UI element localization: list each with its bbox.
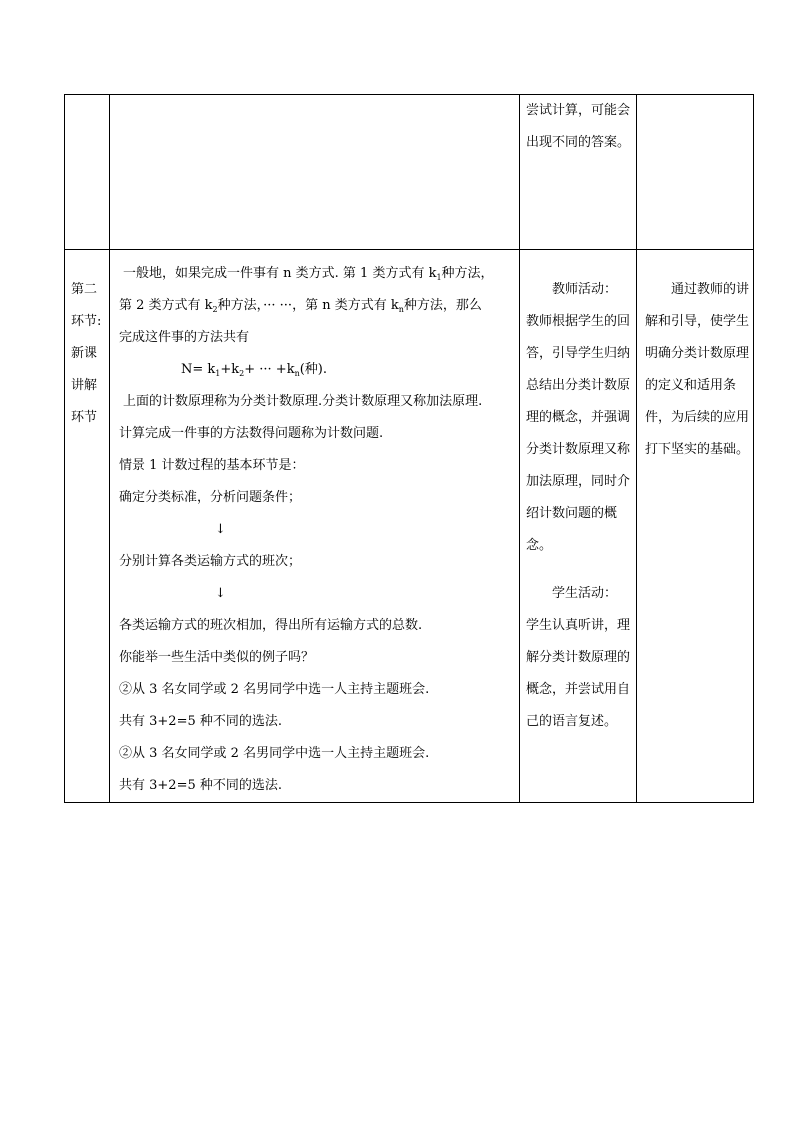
content-cell <box>110 95 520 250</box>
content-line: 一般地，如果完成一件事有 n 类方式. 第 1 类方式有 $k_1$种方法， <box>123 266 494 282</box>
activity-column <box>520 250 636 738</box>
down-arrow-icon: ↓ <box>215 586 226 601</box>
lesson-plan-table <box>64 94 754 803</box>
activity-cell <box>520 250 637 803</box>
content-cell <box>110 250 520 803</box>
content-line: ②从 3 名女同学或 2 名男同学中选一人主持主题班会. <box>119 746 430 761</box>
content-line: 各类运输方式的班次相加，得出所有运输方式的总数. <box>119 618 423 633</box>
content-line: 情景 1 计数过程的基本环节是： <box>119 458 305 473</box>
purpose-cell <box>637 95 754 250</box>
student-activity-heading: 学生活动： <box>552 586 618 601</box>
section-label: 第二 环节: 新课 讲解 环节 <box>71 282 102 425</box>
content-line: 上面的计数原理称为分类计数原理.分类计数原理又称加法原理. <box>123 394 483 409</box>
teacher-activity-heading: 教师活动： <box>552 282 618 297</box>
content-line: 计算完成一件事的方法数得问题称为计数问题. <box>119 426 384 441</box>
down-arrow-icon: ↓ <box>215 522 226 537</box>
table-row <box>65 95 754 250</box>
section-cell <box>65 95 110 250</box>
lesson-content <box>110 250 519 802</box>
teacher-activity-text: 教师根据学生的回答，引导学生归纳总结出分类计数原理的概念，并强调分类计数原理又称加法原理，同时介绍计数问题的概念。 <box>526 314 631 553</box>
activity-cell <box>520 95 637 250</box>
activity-text: 尝试计算，可能会出现不同的答案。 <box>526 103 631 150</box>
content-line: 共有 3+2=5 种不同的选法. <box>119 714 282 729</box>
content-line: 第 2 类方式有 $k_2$种方法，··· ···，第 n 类方式有 $k_n$种方法，那么 <box>119 298 482 314</box>
section-cell <box>65 250 110 803</box>
content-line: 共有 3+2=5 种不同的选法. <box>119 778 282 793</box>
formula: $N= k_1+k_2+$ ··· $+k_n$(种). <box>181 362 328 378</box>
student-activity-text: 学生认真听讲，理解分类计数原理的概念，并尝试用自己的语言复述。 <box>526 618 631 729</box>
purpose-cell <box>637 250 754 803</box>
content-line: 完成这件事的方法共有 <box>119 330 250 345</box>
content-line: ②从 3 名女同学或 2 名男同学中选一人主持主题班会. <box>119 682 430 697</box>
content-line: 确定分类标准，分析问题条件； <box>119 490 302 505</box>
content-line: 分别计算各类运输方式的班次； <box>119 554 302 569</box>
table-row <box>65 250 754 803</box>
content-line: 你能举一些生活中类似的例子吗？ <box>119 650 315 665</box>
design-purpose-text: 通过教师的讲解和引导，使学生明确分类计数原理的定义和适用条件，为后续的应用打下坚实的基础。 <box>645 282 750 457</box>
